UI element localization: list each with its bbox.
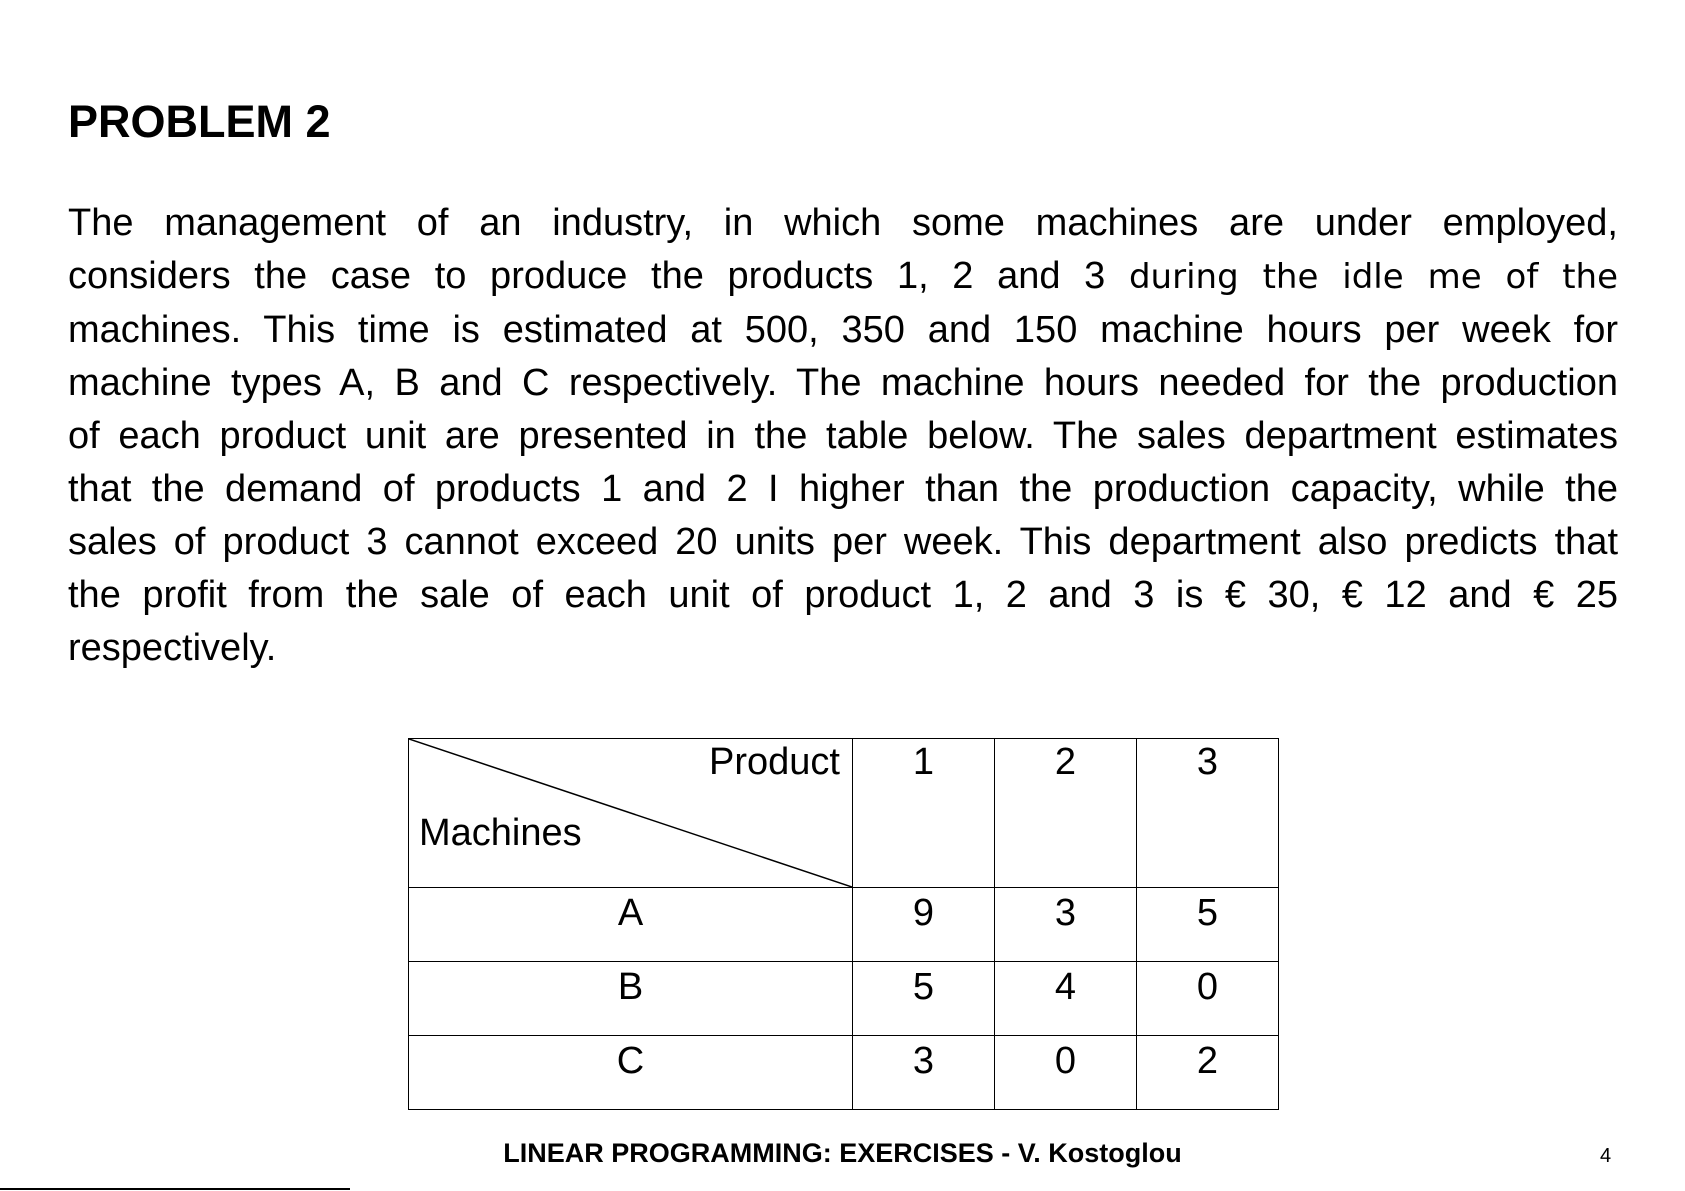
- table-cell: 0: [1137, 962, 1279, 1036]
- product-header: 1: [853, 739, 995, 888]
- table-row: [409, 1036, 1279, 1110]
- machine-label: A: [409, 888, 853, 962]
- paragraph-line: machine types A, B and C respectively. The machine hours needed for the production: [68, 362, 1618, 404]
- machine-label: B: [409, 962, 853, 1036]
- table-header-row: [409, 739, 1279, 888]
- corner-machines-label: Machines: [419, 812, 582, 854]
- corner-product-label: Product: [709, 741, 840, 783]
- paragraph-line: of each product unit are presented in the table below. The sales department estimates: [68, 415, 1618, 457]
- table-row: [409, 962, 1279, 1036]
- paragraph-line: machines. This time is estimated at 500, 350 and 150 machine hours per week for: [68, 309, 1618, 351]
- paragraph-line-head: considers the case to produce the products 1, 2 and 3: [68, 255, 1106, 297]
- paragraph-line: respectively.: [68, 627, 277, 669]
- table-corner-cell: [409, 739, 853, 888]
- problem-paragraph: [68, 197, 1618, 675]
- table-cell: 4: [995, 962, 1137, 1036]
- paragraph-line: The management of an industry, in which some machines are under employed,: [68, 202, 1618, 244]
- paragraph-line: the profit from the sale of each unit of product 1, 2 and 3 is € 30, € 12 and € 25: [68, 574, 1618, 616]
- page-footer: LINEAR PROGRAMMING: EXERCISES - V. Kostoglou: [503, 1138, 1182, 1168]
- machine-hours-table-wrap: [408, 738, 1279, 1110]
- table-cell: 9: [853, 888, 995, 962]
- bottom-rule: [0, 1188, 350, 1190]
- product-header: 2: [995, 739, 1137, 888]
- table-cell: 3: [995, 888, 1137, 962]
- page-number: 4: [1600, 1145, 1612, 1167]
- paragraph-line-tail: during the idle me of the: [1128, 257, 1619, 297]
- paragraph-line: sales of product 3 cannot exceed 20 units per week. This department also predicts that: [68, 521, 1618, 563]
- table-cell: 5: [1137, 888, 1279, 962]
- machine-label: C: [409, 1036, 853, 1110]
- paragraph-line: [68, 250, 1618, 304]
- paragraph-line: that the demand of products 1 and 2 I higher than the production capacity, while the: [68, 468, 1618, 510]
- table-cell: 2: [1137, 1036, 1279, 1110]
- table-cell: 3: [853, 1036, 995, 1110]
- table-row: [409, 888, 1279, 962]
- table-cell: 0: [995, 1036, 1137, 1110]
- problem-title: PROBLEM 2: [68, 96, 331, 147]
- table-cell: 5: [853, 962, 995, 1036]
- product-header: 3: [1137, 739, 1279, 888]
- machine-hours-table: [408, 738, 1279, 1110]
